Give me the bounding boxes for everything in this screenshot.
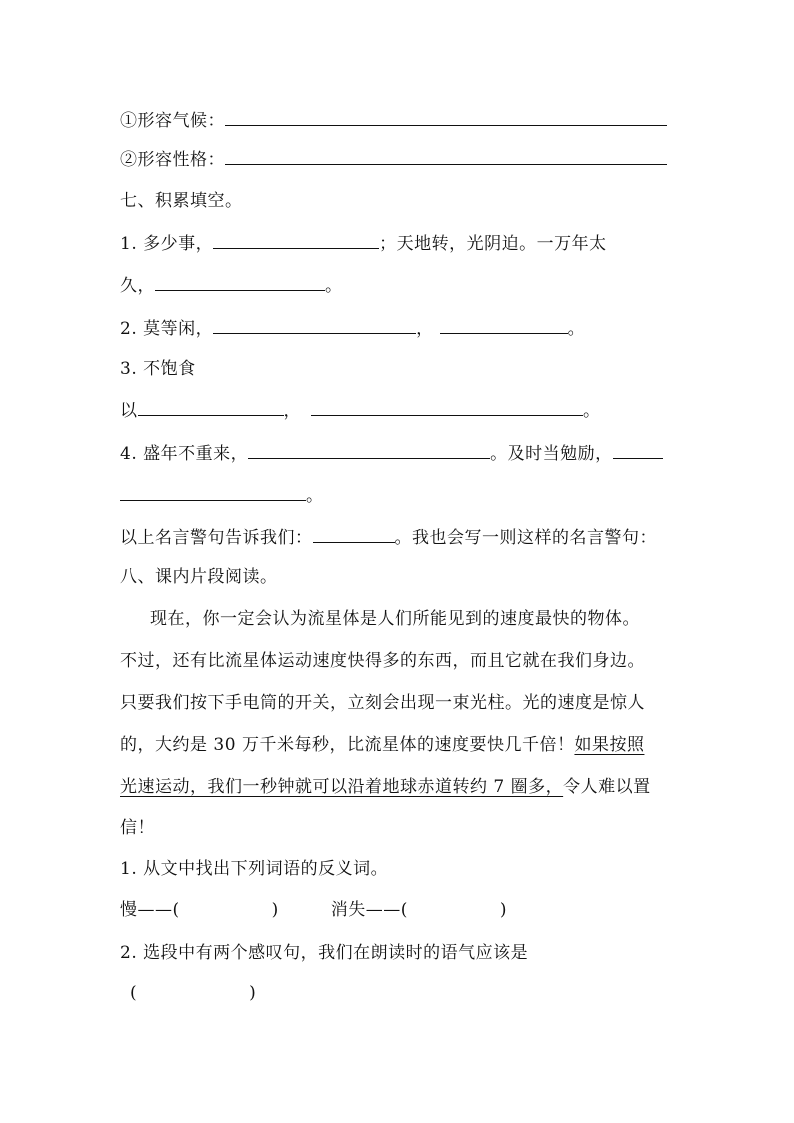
passage-line-5	[120, 774, 651, 800]
s7-q4-mid-text: 。及时当勉励，	[490, 444, 613, 464]
passage-line-4-plain: 的，大约是 30 万千米每秒，比流星体的速度要快几千倍！	[120, 735, 575, 755]
s7-question-1-cont	[120, 272, 343, 299]
personality-label: ②形容性格：	[120, 150, 225, 170]
s7-summary-blank[interactable]	[313, 524, 395, 543]
s7-q3-sep: ，	[283, 401, 301, 421]
s7-q1-blank-2[interactable]	[155, 272, 325, 291]
s7-q4-blank-2b[interactable]	[120, 482, 306, 501]
climate-item	[120, 107, 667, 134]
s7-q1-end: 。	[325, 276, 343, 296]
s7-q4-end: 。	[306, 486, 324, 506]
personality-item	[120, 146, 667, 173]
s7-q1-mid-text: ；天地转，光阴迫。一万年太	[379, 234, 607, 254]
passage-line-4	[120, 732, 644, 758]
s7-q2-blank-2[interactable]	[440, 315, 568, 334]
passage-line-2: 不过，还有比流星体运动速度快得多的东西，而且它就在我们身边。	[120, 651, 645, 671]
antonym-slow-close: )	[271, 900, 279, 920]
s8-question-2: 2. 选段中有两个感叹句，我们在朗读时的语气应该是	[120, 943, 529, 963]
personality-answer-line[interactable]	[225, 146, 667, 165]
passage-underlined-sentence-end: 光速运动，我们一秒钟就可以沿着地球赤道转约 7 圈多，	[120, 777, 564, 797]
passage-line-1: 现在，你一定会认为流星体是人们所能见到的速度最快的物体。	[150, 609, 640, 629]
s7-question-1	[120, 230, 607, 257]
climate-label: ①形容气候：	[120, 111, 225, 131]
s7-q1-cont-text: 久，	[120, 276, 155, 296]
s7-q2-end: 。	[567, 319, 586, 339]
antonym-disappear-close: )	[499, 900, 508, 920]
s7-q2-blank-1[interactable]	[213, 315, 416, 334]
s7-q4-text: 4. 盛年不重来，	[120, 444, 249, 464]
s7-q3-cont-text: 以	[120, 401, 138, 421]
passage-line-6: 信！	[120, 818, 155, 838]
s7-q2-text: 2. 莫等闲，	[120, 319, 214, 339]
passage-line-5-plain: 令人难以置	[563, 777, 651, 797]
s7-q4-blank-1[interactable]	[248, 440, 490, 459]
s7-question-4	[120, 440, 663, 467]
s7-summary-end-text: 。我也会写一则这样的名言警句：	[394, 528, 657, 548]
s8-question-1-answers	[120, 897, 507, 923]
s7-q3-blank-2[interactable]	[311, 397, 583, 416]
s8-q2-open: (	[130, 983, 138, 1003]
s7-q1-text: 1. 多少事，	[120, 234, 214, 254]
s7-q1-blank[interactable]	[213, 230, 379, 249]
passage-line-3: 只要我们按下手电筒的开关，立刻会出现一束光柱。光的速度是惊人	[120, 693, 645, 713]
s7-q3-blank-1[interactable]	[138, 397, 284, 416]
s7-q3-end: 。	[583, 401, 601, 421]
climate-answer-line[interactable]	[225, 107, 667, 126]
s7-question-3: 3. 不饱食	[120, 359, 196, 379]
s7-question-4-cont	[120, 482, 324, 509]
s7-summary	[120, 524, 657, 551]
passage-underlined-sentence-start: 如果按照	[574, 735, 645, 755]
s7-q4-blank-2a[interactable]	[613, 440, 663, 459]
s7-question-2	[120, 315, 585, 342]
section7-heading: 七、积累填空。	[120, 191, 243, 211]
antonym-slow-label: 慢——(	[120, 900, 180, 920]
s7-question-3-cont	[120, 397, 601, 424]
section8-heading: 八、课内片段阅读。	[120, 567, 278, 587]
s8-q2-close: )	[249, 983, 257, 1003]
s7-summary-text: 以上名言警句告诉我们：	[120, 528, 313, 548]
s8-question-1: 1. 从文中找出下列词语的反义词。	[120, 859, 389, 879]
s7-q2-sep: ，	[416, 319, 434, 339]
antonym-disappear-label: 消失——(	[330, 900, 408, 920]
s8-question-2-answer	[130, 980, 256, 1006]
